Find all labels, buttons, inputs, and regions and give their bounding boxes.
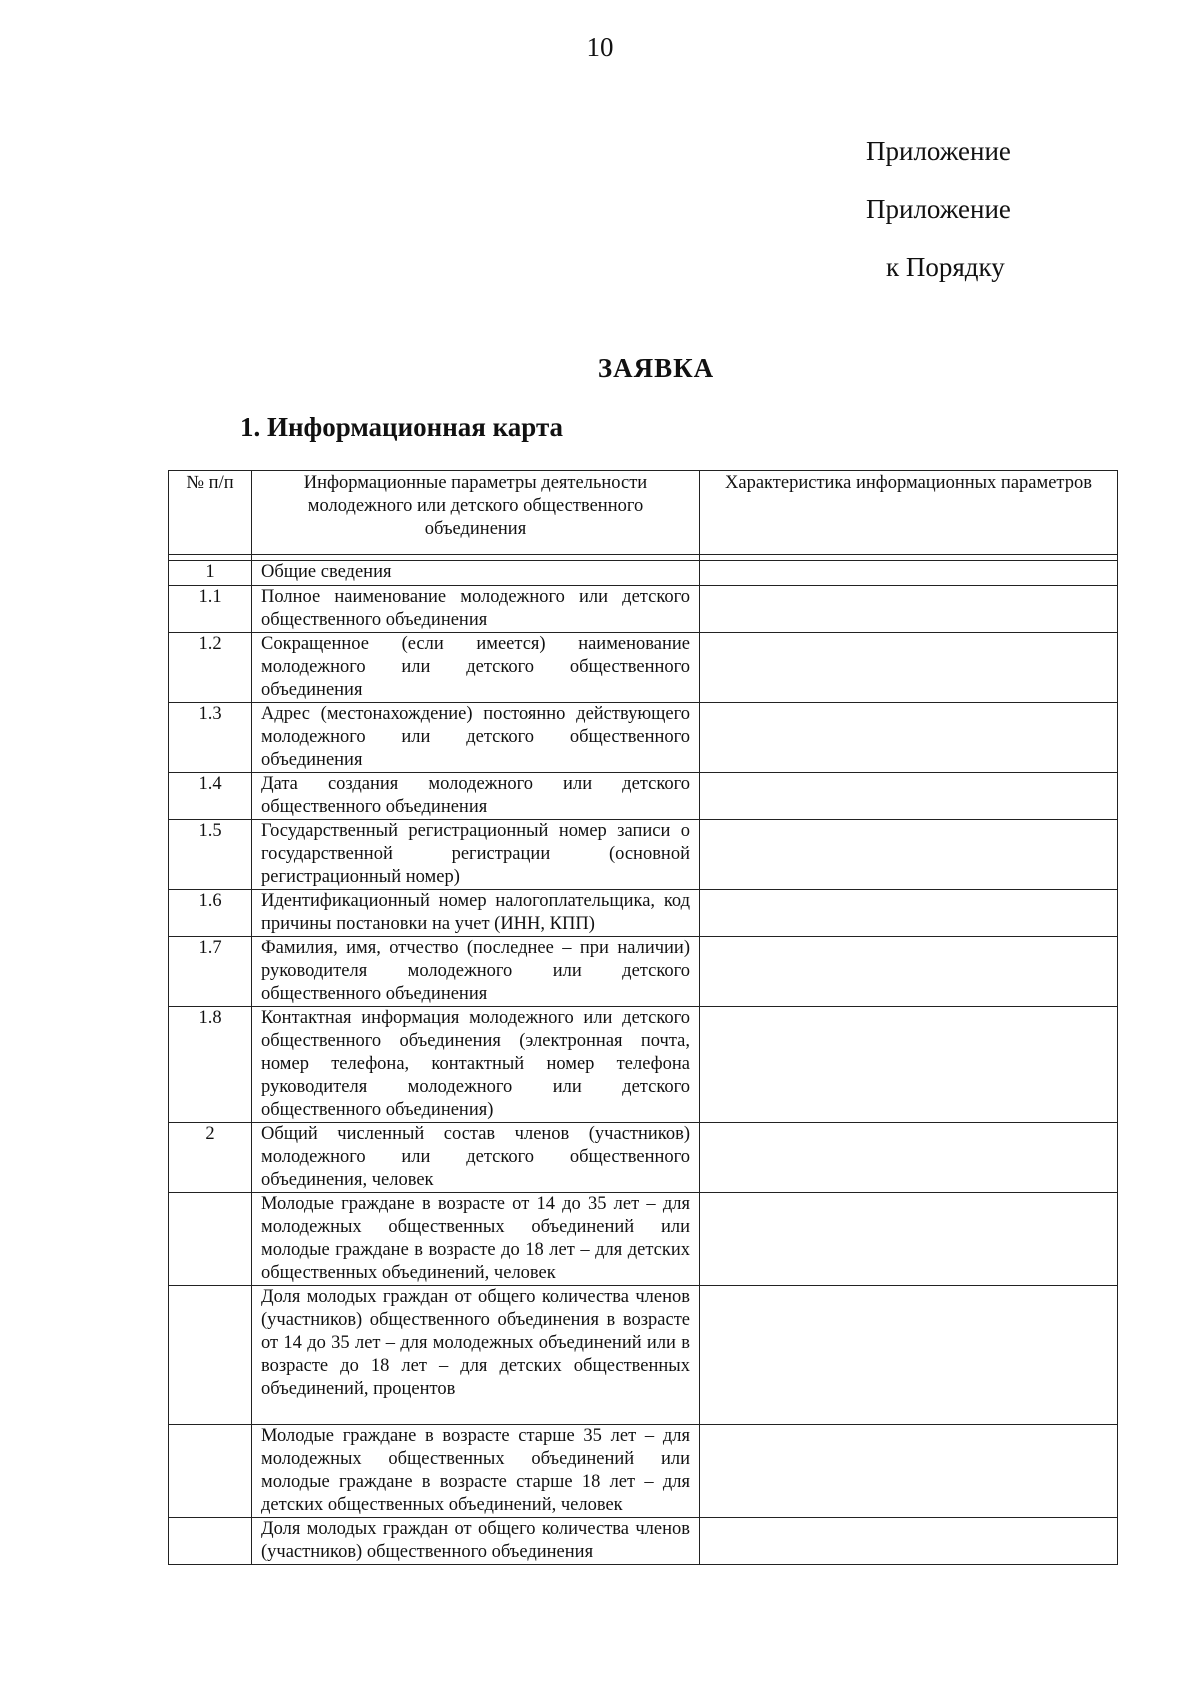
table-row: [169, 1518, 1118, 1565]
row-parameter: Государственный регистрационный номер записи о государственной регистрации (основной регистрационный номер): [252, 820, 700, 890]
table-row: [169, 1123, 1118, 1193]
row-characteristic-field[interactable]: [700, 1007, 1118, 1123]
table-body: [169, 561, 1118, 1565]
row-characteristic-field[interactable]: [700, 586, 1118, 633]
row-characteristic-field[interactable]: [700, 1518, 1118, 1565]
row-characteristic-field[interactable]: [700, 1193, 1118, 1286]
row-characteristic-field[interactable]: [700, 773, 1118, 820]
table-row: [169, 1425, 1118, 1518]
row-characteristic-field[interactable]: [700, 1425, 1118, 1518]
table-row: [169, 890, 1118, 937]
row-number: 1: [169, 561, 252, 586]
row-parameter: Полное наименование молодежного или детского общественного объединения: [252, 586, 700, 633]
row-characteristic-field[interactable]: [700, 1123, 1118, 1193]
header-parameters: Информационные параметры деятельности молодежного или детского общественного объединения: [252, 471, 700, 555]
row-number: 1.4: [169, 773, 252, 820]
row-characteristic-field[interactable]: [700, 937, 1118, 1007]
row-characteristic-field[interactable]: [700, 703, 1118, 773]
header-characteristics: Характеристика информационных параметров: [700, 471, 1118, 555]
row-parameter: Общий численный состав членов (участников) молодежного или детского общественного объединения, человек: [252, 1123, 700, 1193]
row-parameter: Адрес (местонахождение) постоянно действующего молодежного или детского общественного объединения: [252, 703, 700, 773]
row-characteristic-field[interactable]: [700, 820, 1118, 890]
row-parameter: Доля молодых граждан от общего количества членов (участников) общественного объединения: [252, 1518, 700, 1565]
row-number: 2: [169, 1123, 252, 1193]
row-characteristic-field[interactable]: [700, 633, 1118, 703]
row-parameter: Фамилия, имя, отчество (последнее – при наличии) руководителя молодежного или детского общественного объединения: [252, 937, 700, 1007]
row-number: [169, 1193, 252, 1286]
row-number: 1.1: [169, 586, 252, 633]
table-row: [169, 586, 1118, 633]
row-parameter: Молодые граждане в возрасте от 14 до 35 лет – для молодежных общественных объединений или молодые граждане в возрасте до 18 лет – для детских общественных объединений, человек: [252, 1193, 700, 1286]
table-row: [169, 703, 1118, 773]
table-row: [169, 937, 1118, 1007]
row-number: [169, 1286, 252, 1425]
row-number: [169, 1518, 252, 1565]
page-number: 10: [586, 32, 614, 62]
row-parameter: Общие сведения: [252, 561, 700, 586]
table-row: [169, 820, 1118, 890]
row-parameter: Доля молодых граждан от общего количества членов (участников) общественного объединения в возрасте от 14 до 35 лет – для молодежных объединений или в возрасте до 18 лет – для детских общественных объединений, процентов: [252, 1286, 700, 1425]
section-title: 1. Информационная карта: [240, 412, 564, 442]
appendix-label-repeat: Приложение: [866, 194, 1011, 224]
information-card-table: [168, 470, 1118, 1565]
table-row: [169, 561, 1118, 586]
table-row: [169, 633, 1118, 703]
row-number: 1.7: [169, 937, 252, 1007]
row-parameter: Сокращенное (если имеется) наименование молодежного или детского общественного объединения: [252, 633, 700, 703]
row-parameter: Идентификационный номер налогоплательщика, код причины постановки на учет (ИНН, КПП): [252, 890, 700, 937]
row-parameter: Молодые граждане в возрасте старше 35 лет – для молодежных общественных объединений или молодые граждане в возрасте старше 18 лет – для детских общественных объединений, человек: [252, 1425, 700, 1518]
document-title: ЗАЯВКА: [597, 353, 715, 383]
appendix-to-order: к Порядку: [886, 252, 1005, 282]
table-header-row: [169, 471, 1118, 555]
row-number: 1.6: [169, 890, 252, 937]
row-number: 1.2: [169, 633, 252, 703]
row-number: [169, 1425, 252, 1518]
row-characteristic-field[interactable]: [700, 890, 1118, 937]
row-characteristic-field[interactable]: [700, 561, 1118, 586]
table-row: [169, 1193, 1118, 1286]
row-parameter: Контактная информация молодежного или детского общественного объединения (электронная почта, номер телефона, контактный номер телефона руководителя молодежного или детского общественного объединения): [252, 1007, 700, 1123]
table-row: [169, 1286, 1118, 1425]
header-number: № п/п: [169, 471, 252, 555]
row-parameter: Дата создания молодежного или детского общественного объединения: [252, 773, 700, 820]
table-row: [169, 1007, 1118, 1123]
table-row: [169, 773, 1118, 820]
appendix-label: Приложение: [866, 136, 1011, 166]
row-number: 1.8: [169, 1007, 252, 1123]
row-characteristic-field[interactable]: [700, 1286, 1118, 1425]
row-number: 1.5: [169, 820, 252, 890]
row-number: 1.3: [169, 703, 252, 773]
